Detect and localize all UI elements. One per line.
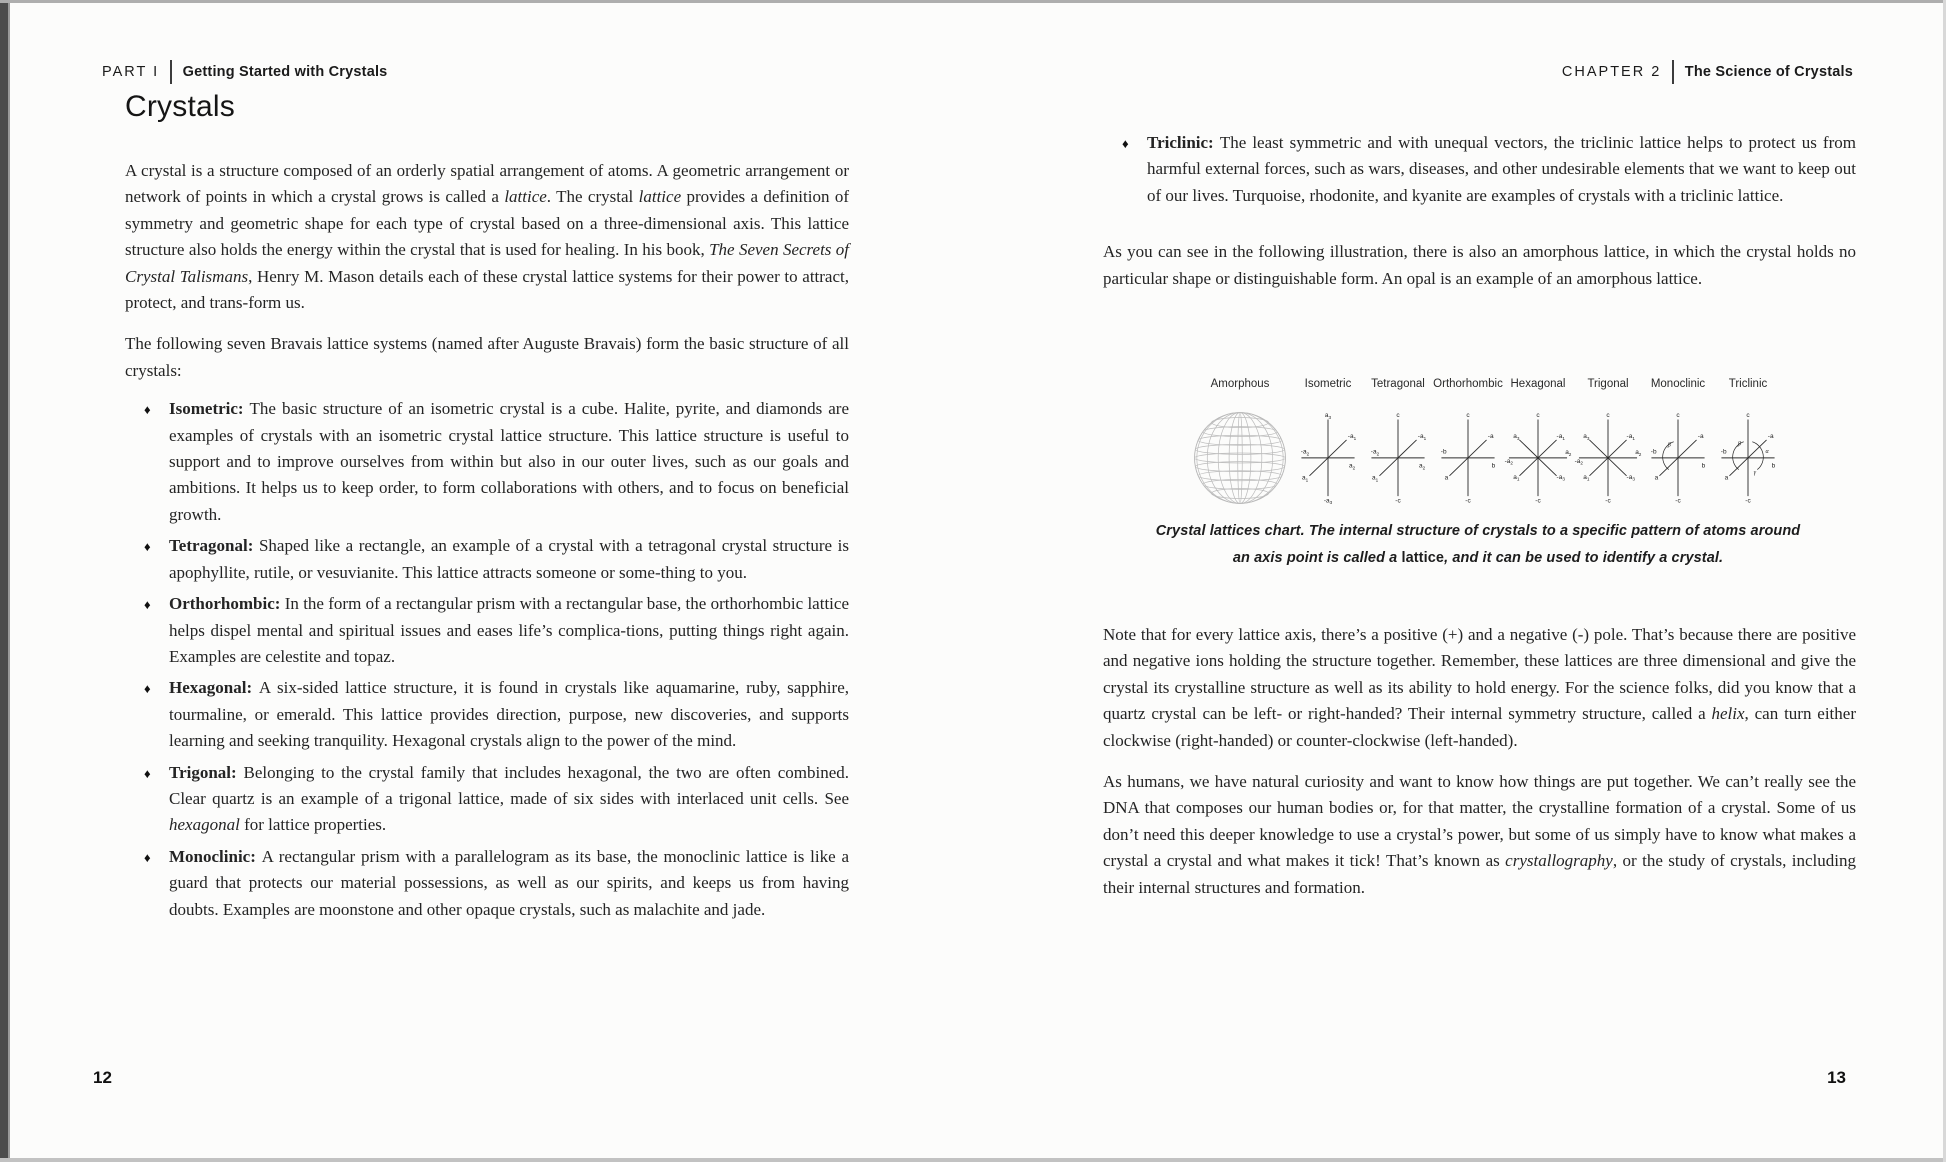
lattice-diagram-label: Tetragonal: [1371, 378, 1425, 390]
lattice-description: The basic structure of an isometric crystal is a cube. Halite, pyrite, and diamonds are examples of crystals with an isometric crystal lattice structure. This lattice structure is useful to support and to improve ourselves from within but also in our outer lives, such as our goals and ambitions. It helps us to keep order, to form collaborations with others, and to focus on beneficial growth.: [169, 399, 850, 524]
svg-text:c: c: [1606, 412, 1610, 420]
lattice-diagram-label: Amorphous: [1210, 378, 1270, 390]
svg-text:-a: -a: [1767, 433, 1774, 441]
lattice-diagram-tetragonal: [1364, 378, 1432, 512]
svg-text:a2: $a_2$: [1419, 462, 1426, 471]
svg-text:-c: -c: [1675, 497, 1681, 505]
lattice-axes-graphic: [1644, 400, 1712, 512]
lattice-axes-graphic: [1574, 400, 1642, 512]
svg-text:-c: -c: [1605, 497, 1611, 505]
lattice-axes-graphic: [1714, 400, 1782, 512]
svg-text:a1: $a_1$: [1583, 473, 1590, 482]
lattice-diagram-hexagonal: [1504, 378, 1572, 512]
diamond-bullet-icon: ♦: [144, 765, 151, 781]
lattice-bullet-item: [125, 396, 849, 528]
lattice-term: Triclinic:: [1147, 133, 1220, 152]
right-page-column-bottom: [1103, 622, 1856, 901]
svg-text:α: α: [1765, 447, 1769, 455]
lattice-diagram-label: Trigonal: [1587, 378, 1629, 390]
diamond-bullet-icon: ♦: [144, 539, 151, 555]
svg-text:β: β: [1737, 440, 1741, 448]
lattice-term: Tetragonal:: [169, 536, 259, 556]
svg-text:-a3: $-a_3$: [1556, 473, 1565, 482]
lattice-description: A six-sided lattice structure, it is found in crystals like aquamarine, ruby, sapphire, tourmaline, or emerald. This lattice provides direction, purpose, new discoveries, and supports learning and seeking tranquility. Hexagonal crystals align to the power of the mind.: [169, 678, 849, 751]
amorphous-sphere-graphic: [1190, 408, 1290, 508]
svg-text:a1: $a_1$: [1302, 474, 1309, 483]
lattice-description: The least symmetric and with unequal vectors, the triclinic lattice helps to protect us from harmful external forces, such as wars, diseases, and other undesirable elements that we want to keep out of our lives. Turquoise, rhodonite, and kyanite are examples of crystals with a triclinic lattice.: [1147, 133, 1856, 205]
page-title: Crystals: [125, 90, 235, 123]
header-divider-line: [1672, 60, 1674, 84]
paragraph-bravais: The following seven Bravais lattice systems (named after Auguste Bravais) form the basic structure of all crystals:: [125, 334, 849, 380]
svg-text:-a3: $-a_3$: [1323, 497, 1333, 506]
lattice-term: Trigonal:: [169, 762, 244, 782]
paragraph-poles: Note that for every lattice axis, there’s a positive (+) and a negative (-) pole. That’s because there are positive and negative ions holding the structure together. Remember, these lattices are three dimensional and give the crystal its crystalline structure as well as its ability to hold energy. For the science folks, did you know that a quartz crystal can be left- or right-handed? Their internal symmetry structure, called a helix, can turn either clockwise (right-handed) or counter-clockwise (left-handed).: [1103, 625, 1856, 750]
lattice-diagram-label: Orthorhombic: [1433, 378, 1503, 390]
lattice-description: Shaped like a rectangle, an example of a crystal with a tetragonal crystal structure is apophyllite, rutile, or vesuvianite. This lattice attracts someone or some-thing to you.: [169, 536, 849, 582]
crystal-lattices-figure: [1188, 378, 1784, 512]
svg-text:b: b: [1491, 462, 1496, 470]
svg-text:-b: -b: [1720, 448, 1727, 456]
lattice-bullet-item: [125, 533, 849, 586]
running-header-right: [1562, 60, 1853, 84]
diamond-bullet-icon: ♦: [144, 681, 151, 697]
lattice-diagram-monoclinic: [1644, 378, 1712, 512]
svg-text:-c: -c: [1745, 497, 1751, 505]
paragraph-crystallography: As humans, we have natural curiosity and want to know how things are put together. We can’t really see the DNA that composes our human bodies or, for that matter, the crystalline formation of a crystal. Some of us don’t need this deeper knowledge to use a crystal’s power, but some of us simply have to know what makes a crystal a crystal and what makes it tick! That’s known as crystallography, or the study of crystals, including their internal structures and formation.: [1103, 772, 1856, 897]
svg-text:a2: $a_2$: [1565, 449, 1572, 457]
lattice-term: Orthorhombic:: [169, 594, 285, 614]
lattice-bullet-item: [125, 591, 849, 670]
svg-text:c: c: [1396, 412, 1400, 420]
right-page-column-top: [1103, 130, 1856, 292]
page-number-left: 12: [93, 1068, 112, 1087]
diamond-bullet-icon: ♦: [144, 597, 151, 613]
svg-text:a2: $a_2$: [1635, 449, 1642, 457]
lattice-bullet-item: [1103, 130, 1856, 209]
svg-text:-a2: $-a_2$: [1504, 457, 1513, 466]
page-edge-bottom: [0, 1158, 1946, 1162]
svg-text:a3: $a_3$: [1324, 412, 1332, 420]
lattice-diagram-triclinic: [1714, 378, 1782, 512]
svg-text:a3: $a_3$: [1513, 433, 1520, 441]
lattice-term: Isometric:: [169, 399, 250, 419]
lattice-diagram-label: Triclinic: [1728, 378, 1768, 390]
lattice-description: In the form of a rectangular prism with a rectangular base, the orthorhombic lattice helps dispel mental and spiritual issues and eases life’s complica-tions, putting things right again. Examples are celestite and topaz.: [169, 594, 849, 666]
book-spine-edge: [0, 0, 8, 1162]
lattice-term: Hexagonal:: [169, 678, 259, 698]
svg-text:-b: -b: [1440, 448, 1447, 456]
svg-text:-a1: $-a_1$: [1417, 433, 1427, 441]
svg-text:-c: -c: [1465, 497, 1471, 505]
svg-text:-a2: $-a_2$: [1574, 457, 1583, 466]
svg-text:-a1: $-a_1$: [1626, 433, 1635, 441]
lattice-term: Monoclinic:: [169, 846, 262, 866]
diamond-bullet-icon: ♦: [1122, 136, 1129, 151]
svg-text:a1: $a_1$: [1372, 474, 1379, 483]
lattice-diagram-label: Monoclinic: [1650, 378, 1706, 390]
page-edge-top: [0, 0, 1946, 3]
lattice-axes-graphic: [1294, 400, 1362, 512]
running-header-left: [102, 60, 387, 84]
svg-text:-c: -c: [1535, 497, 1541, 505]
paragraph-crystal-intro: A crystal is a structure composed of an orderly spatial arrangement of atoms. A geometric arrangement or network of points in which a crystal grows is called a lattice. The crystal lattice provides a definition of symmetry and geometric shape for each type of crystal based on a three-dimensional axis. This lattice structure also holds the energy within the crystal that is used for healing. In his book, The Seven Secrets of Crystal Talismans, Henry M. Mason details each of these crystal lattice systems for their power to attract, protect, and trans-form us.: [125, 161, 850, 313]
svg-text:a3: $a_3$: [1583, 433, 1590, 441]
svg-text:-b: -b: [1650, 448, 1657, 456]
lattice-diagram-isometric: [1294, 378, 1362, 512]
svg-text:a2: $a_2$: [1349, 462, 1356, 471]
svg-text:a: a: [1444, 474, 1449, 482]
part-title: Getting Started with Crystals: [182, 64, 388, 80]
part-label: PART I: [102, 64, 160, 80]
lattice-diagram-label: Hexagonal: [1510, 378, 1566, 390]
page-edge-shade: [8, 0, 10, 1162]
svg-text:-a: -a: [1487, 433, 1494, 441]
svg-text:a: a: [1654, 474, 1659, 482]
diamond-bullet-icon: ♦: [144, 402, 151, 418]
svg-text:-a1: $-a_1$: [1556, 433, 1565, 441]
diamond-bullet-icon: ♦: [144, 849, 151, 865]
page-number-right: 13: [1827, 1068, 1846, 1087]
lattice-axes-graphic: [1434, 400, 1502, 512]
lattice-description: Belonging to the crystal family that includes hexagonal, the two are often combined. Clear quartz is an example of a trigonal lattice, made of six sides with interlaced unit cells. See hexagonal for lattice properties.: [169, 762, 849, 835]
svg-text:a1: $a_1$: [1513, 473, 1520, 482]
svg-text:c: c: [1746, 412, 1750, 420]
svg-text:c: c: [1466, 412, 1470, 420]
lattice-bullet-item: [125, 844, 849, 923]
svg-text:γ: γ: [1753, 468, 1757, 476]
svg-text:c: c: [1536, 412, 1540, 420]
svg-text:β: β: [1667, 441, 1671, 449]
lattice-diagram-trigonal: [1574, 378, 1642, 512]
lattice-bullet-item: [125, 760, 849, 839]
svg-text:-a1: $-a_1$: [1347, 433, 1357, 441]
lattice-bullet-list: [125, 396, 849, 923]
lattice-axes-graphic: [1364, 400, 1432, 512]
svg-text:b: b: [1771, 462, 1776, 470]
lattice-diagram-amorphous: [1188, 378, 1292, 508]
svg-text:-a3: $-a_3$: [1626, 473, 1635, 482]
svg-text:-a: -a: [1697, 433, 1704, 441]
lattice-description: A rectangular prism with a parallelogram as its base, the monoclinic lattice is like a guard that protects our material possessions, as well as our spirits, and keeps us from having doubts. Examples are moonstone and other opaque crystals, such as malachite and jade.: [169, 846, 849, 919]
paragraph-amorphous: As you can see in the following illustration, there is also an amorphous lattice, in which the crystal holds no particular shape or distinguishable form. An opal is an example of an amorphous lattice.: [1103, 242, 1856, 288]
chapter-title: The Science of Crystals: [1684, 64, 1853, 80]
svg-text:-c: -c: [1395, 497, 1401, 505]
svg-text:-a2: $-a_2$: [1300, 448, 1310, 457]
lattice-diagram-label: Isometric: [1304, 378, 1352, 390]
svg-text:a: a: [1724, 474, 1729, 482]
svg-text:c: c: [1676, 412, 1680, 420]
lattice-bullet-item: [125, 675, 849, 754]
svg-text:b: b: [1701, 462, 1706, 470]
svg-text:-a2: $-a_2$: [1370, 448, 1380, 457]
lattice-diagram-orthorhombic: [1434, 378, 1502, 512]
figure-caption: Crystal lattices chart. The internal structure of crystals to a specific pattern of atoms around an axis point is called a lattice, and it can be used to identify a crystal.: [1155, 523, 1801, 566]
header-divider-line: [170, 60, 172, 84]
chapter-label: CHAPTER 2: [1561, 64, 1662, 80]
lattice-bullet-list: [1103, 130, 1856, 209]
left-page-column: [125, 90, 849, 928]
lattice-axes-graphic: [1504, 400, 1572, 512]
